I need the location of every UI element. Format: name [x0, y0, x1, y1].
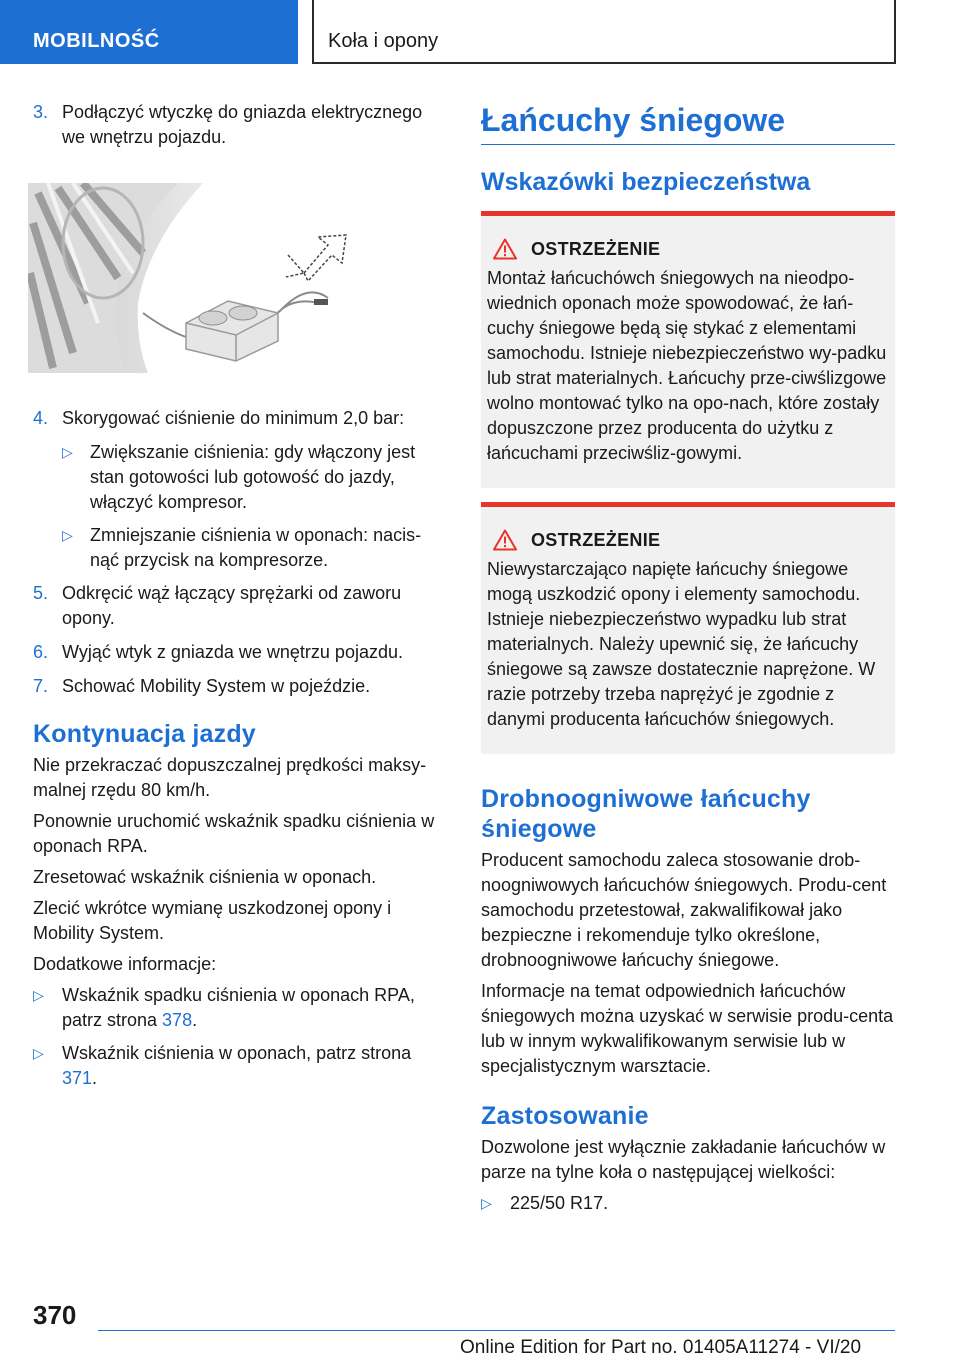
list-item [481, 1191, 895, 1216]
step-text: Odkręcić wąż łączący sprężarki od zaworu opony. [62, 583, 402, 628]
warning-text: Montaż łańcuchówch śniegowych na nieodpo-wiednich oponach może spowodować, że łań-cuchy śniegowe będą się stykać z elementami samochodu. Istnieje niebezpieczeństwo wy-padku lub strat materialnych. Łańcuchy prze-ciwślizgowe wolno montować tylko na opo-nach, które zostały dopuszczone przez producenta do użytku z łańcuchami przeciwśliz-gowymi. [487, 268, 887, 463]
warning-box [481, 502, 895, 754]
paragraph: Producent samochodu zaleca stosowanie drob-noogniwowych łańcuchów śniegowych. Produ-cent samochodu przetestował, zakwalifikował jako bezpieczne i rekomenduje tylko określone, drobnoogniwowe łańcuchy śniegowe. [481, 850, 887, 970]
sub-list-item [33, 440, 443, 515]
triangle-bullet-icon: ▷ [33, 987, 44, 1003]
warning-header [487, 529, 889, 551]
step-item [33, 406, 443, 431]
triangle-bullet-icon: ▷ [33, 1045, 44, 1061]
paragraph: Ponownie uruchomić wskaźnik spadku ciśnienia w oponach RPA. [33, 811, 435, 856]
step-text: Skorygować ciśnienie do minimum 2,0 bar: [62, 408, 405, 428]
right-column [481, 100, 895, 1224]
step-number: 5. [33, 583, 49, 603]
warning-text: Niewystarczająco napięte łańcuchy śniegowe mogą uszkodzić opony i elementy samochodu. Istnieje niebezpieczeństwo wypadku lub strat materialnych. Należy upewnić się, że łańcuchy śniegowe są zawsze dostatecznie naprężone. W razie potrzeby trzeba naprężyć je zgodnie z danymi producenta łańcuchów śniegowych. [487, 559, 876, 729]
warning-header [487, 238, 889, 260]
step-number: 3. [33, 102, 49, 122]
footer-divider [98, 1330, 895, 1331]
warning-triangle-icon [493, 238, 517, 260]
warning-label: OSTRZEŻENIE [531, 238, 661, 259]
step-text: Wyjąć wtyk z gniazda we wnętrzu pojazdu. [62, 642, 403, 662]
step-number: 6. [33, 642, 49, 662]
paragraph: Zlecić wkrótce wymianę uszkodzonej opony i Mobility System. [33, 898, 392, 943]
sub-list-item [33, 523, 443, 573]
page-link[interactable]: 371 [62, 1068, 93, 1088]
sub-item-text: Zwiększanie ciśnienia: gdy włączony jest stan gotowości lub gotowość do jazdy, włączyć kompresor. [90, 442, 416, 512]
warning-box [481, 211, 895, 488]
step-item [33, 581, 443, 631]
triangle-bullet-icon: ▷ [62, 527, 73, 543]
paragraph: Dodatkowe informacje: [33, 954, 217, 974]
step-text: Schować Mobility System w pojeździe. [62, 676, 371, 696]
section-heading: Kontynuacja jazdy [33, 720, 256, 748]
edition-note: Online Edition for Part no. 01405A11274 - VI/20 [460, 1337, 862, 1358]
compressor-illustration [28, 183, 438, 373]
step-text: Podłączyć wtyczkę do gniazda elektrycznego we wnętrzu pojazdu. [62, 102, 423, 147]
triangle-bullet-icon: ▷ [481, 1195, 492, 1211]
section-heading: Zastosowanie [481, 1102, 649, 1130]
subsection-heading: Wskazówki bezpieczeństwa [481, 168, 811, 196]
step-item [33, 674, 443, 699]
reference-item [33, 983, 443, 1033]
warning-triangle-icon [493, 529, 517, 551]
paragraph: Nie przekraczać dopuszczalnej prędkości maksy-malnej rzędu 80 km/h. [33, 755, 427, 800]
list-item-text: 225/50 R17. [510, 1193, 609, 1213]
page-title: Łańcuchy śniegowe [481, 100, 895, 145]
left-column [33, 100, 443, 1099]
reference-suffix: . [192, 1010, 198, 1030]
paragraph: Dozwolone jest wyłącznie zakładanie łańcuchów w parze na tylne koła o następującej wielkości: [481, 1137, 886, 1182]
step-number: 7. [33, 676, 49, 696]
chapter-title: Koła i opony [312, 0, 896, 64]
reference-text: Wskaźnik spadku ciśnienia w oponach RPA, patrz strona [62, 985, 415, 1030]
paragraph: Informacje na temat odpowiednich łańcuchów śniegowych można uzyskać w serwisie produ-centa lub w innym wykwalifikowanym serwisie lub w specjalistycznym warsztacie. [481, 981, 894, 1076]
triangle-bullet-icon: ▷ [62, 444, 73, 460]
step-item [33, 100, 443, 150]
paragraph: Zresetować wskaźnik ciśnienia w oponach. [33, 867, 377, 887]
warning-label: OSTRZEŻENIE [531, 529, 661, 550]
section-heading: Drobnoogniwowe łańcuchy śniegowe [481, 785, 811, 843]
reference-item [33, 1041, 443, 1091]
page-number: 370 [33, 1300, 77, 1330]
sub-item-text: Zmniejszanie ciśnienia w oponach: nacisnąć przycisk na kompresorze. [90, 525, 422, 570]
reference-suffix: . [92, 1068, 98, 1088]
page-link[interactable]: 378 [162, 1010, 193, 1030]
step-item [33, 640, 443, 665]
section-tab[interactable]: MOBILNOŚĆ [0, 0, 298, 64]
reference-text: Wskaźnik ciśnienia w oponach, patrz strona [62, 1043, 412, 1063]
step-number: 4. [33, 408, 49, 428]
